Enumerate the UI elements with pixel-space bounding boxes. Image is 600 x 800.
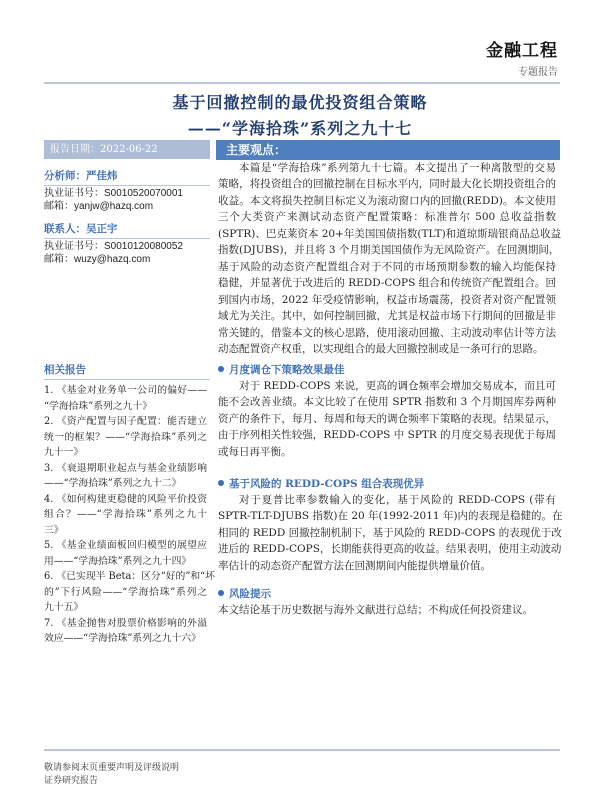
- section-heading-text: 基于风险的 REDD-COPS 组合表现优异: [229, 478, 425, 490]
- text-line: 指数(DJUBS)，并且将 3 个月期美国国债作为无风险资产。在回测期间，: [218, 244, 560, 257]
- text-line: 域尤为关注。其中，如何控制回撤，尤其是权益市场下行期间的回撤是非: [218, 310, 556, 323]
- related-report-line[interactable]: 3. 《衰退期职业起点与基金业绩影响: [44, 462, 207, 474]
- report-date: 报告日期：2022-06-22: [44, 140, 210, 159]
- related-report-line[interactable]: 7. 《基金抛售对股票价格影响的外溢: [44, 617, 207, 629]
- text-line: 稳健，并显著优于改进后的 REDD-COPS 组合和传统资产配置组合。回: [218, 277, 556, 290]
- related-report-line[interactable]: 的”下行风险——“学海拾珠”系列之: [44, 586, 207, 598]
- text-line: 由于序列相关性较强，REDD-COPS 中 SPTR 的月度交易表现优于每周: [218, 429, 556, 442]
- section-heading-text: 风险提示: [229, 588, 271, 600]
- text-line: 对于夏普比率参数输入的变化，基于风险的 REDD-COPS (带有: [239, 494, 556, 506]
- related-reports-list: [44, 383, 215, 647]
- section-heading-monthly-rebalance: [218, 362, 345, 377]
- text-line: 能不会改善业绩。本文比较了在使用 SPTR 指数和 3 个月期国库券两种: [218, 396, 556, 409]
- section-heading-text: 月度调仓下策略效果最佳: [229, 364, 345, 376]
- related-report-line[interactable]: 组合？——“学海拾珠”系列之九十: [44, 509, 207, 520]
- bullet-icon: [218, 366, 224, 372]
- related-report-line[interactable]: 2. 《资产配置与因子配置：能否建立: [44, 416, 207, 427]
- related-report-line[interactable]: 统一的框架？——“学海拾珠”系列之: [44, 431, 207, 443]
- text-line: 常关键的，借鉴本文的核心思路，使用滚动回撤、主动波动率估计等方法: [218, 326, 556, 339]
- related-report-line[interactable]: 九十五》: [44, 602, 84, 613]
- cert-number: S0010520070001: [104, 188, 183, 199]
- related-report-line[interactable]: 三》: [44, 524, 64, 536]
- footer-doc-type: 证券研究报告: [44, 776, 99, 786]
- section-body: [218, 602, 556, 618]
- report-title: 基于回撤控制的最优投资组合策略: [172, 93, 428, 112]
- text-line: 或每日再平衡。: [218, 445, 292, 458]
- text-line: 到国内市场，2022 年受疫情影响，权益市场震荡，投资者对资产配置领: [218, 293, 556, 306]
- related-report-line[interactable]: 用——“学海拾珠”系列之九十四》: [44, 555, 192, 567]
- text-line: 动态配置资产权重，以实现组合的最大回撤控制或是一条可行的思路。: [218, 342, 544, 355]
- contact-heading: 联系人：吴正宇: [44, 221, 210, 239]
- header-divider: [44, 82, 560, 84]
- text-line: 三个大类资产来测试动态资产配置策略：标准普尔 500 总收益指数: [218, 211, 556, 224]
- contact-email: [44, 250, 150, 265]
- text-line: 进后的 REDD-COPS，长期能获得更高的收益。结果表明，使用主动波动: [218, 543, 562, 556]
- email-label: 邮箱：: [44, 201, 74, 212]
- related-report-line[interactable]: 1. 《基金对业务单一公司的偏好——: [44, 385, 207, 396]
- cert-number: S0010120080052: [104, 241, 183, 252]
- text-line: 率估计的动态资产配置方法在回测期间内能提供增量价值。: [218, 559, 491, 572]
- footer-disclaimer: 敬请参阅末页重要声明及评级说明: [44, 763, 180, 773]
- text-line: 本篇是“学海拾珠”系列第九十七篇。本文提出了一种离散型的交易: [239, 162, 556, 174]
- text-line: 相同的 REDD 回撤控制机制下，基于风险的 REDD-COPS 的表现优于改: [218, 526, 562, 539]
- bullet-icon: [218, 590, 224, 596]
- text-line: 基于风险的动态资产配置组合对于不同的市场预期参数的输入均能保持: [218, 260, 556, 273]
- related-report-line[interactable]: 5. 《基金业绩面板回归模型的展望应: [44, 540, 207, 551]
- section-heading-risk-based: [218, 476, 424, 491]
- email-link[interactable]: wuzy@hazq.com: [74, 254, 151, 265]
- main-points-heading: 主要观点：: [216, 140, 560, 160]
- text-line: (SPTR)、巴克莱资本 20+年美国国债指数(TLT)和道琼斯瑞银商品总收益: [218, 227, 562, 240]
- text-line: SPTR-TLT-DJUBS 指数)在 20 年(1992-2011 年)内的表现是稳健的。在: [218, 510, 563, 523]
- related-reports-heading: 相关报告: [44, 362, 210, 380]
- text-line: 本文结论基于历史数据与海外文献进行总结；不构成任何投资建议。: [218, 604, 533, 616]
- bullet-icon: [218, 480, 224, 486]
- report-subtitle: ——“学海拾珠”系列之九十七: [187, 119, 413, 138]
- footer-divider: [44, 749, 560, 751]
- text-line: 资产的条件下，每月、每周和每天的调仓频率下策略的表现。结果显示，: [218, 412, 556, 425]
- text-line: 策略，将投资组合的回撤控制在目标水平内，同时最大化长期投资组合的: [218, 178, 556, 191]
- related-report-line[interactable]: 效应——“学海拾珠”系列之九十六》: [44, 633, 201, 644]
- summary-paragraph: [218, 160, 562, 357]
- related-report-line[interactable]: 九十一》: [44, 447, 84, 458]
- report-type: 专题报告: [518, 67, 558, 78]
- section-heading-risk-warning: [218, 586, 271, 601]
- cert-label: 执业证书号：: [44, 188, 104, 199]
- section-body: [218, 492, 563, 574]
- text-line: 对于 REDD-COPS 来说，更高的调仓频率会增加交易成本，而且可: [239, 380, 556, 392]
- related-report-line[interactable]: 6. 《已实现半 Beta：区分“好的”和“坏: [44, 571, 215, 582]
- related-report-line[interactable]: ——“学海拾珠”系列之九十二》: [44, 478, 182, 489]
- analyst-heading: 分析师：严佳炜: [44, 168, 210, 186]
- email-label: 邮箱：: [44, 254, 74, 265]
- related-report-line[interactable]: 4. 《如何构建更稳健的风险平价投资: [44, 493, 207, 505]
- brand-label: 金融工程: [486, 41, 558, 61]
- email-link[interactable]: yanjw@hazq.com: [74, 201, 154, 212]
- cert-label: 执业证书号：: [44, 241, 104, 252]
- related-report-line[interactable]: “学海拾珠”系列之九十》: [44, 400, 152, 412]
- section-body: [218, 378, 556, 460]
- text-line: 收益。本文将损失控制目标定义为滚动窗口内的回撤(REDD)。本文使用: [218, 194, 556, 207]
- analyst-email: [44, 197, 153, 212]
